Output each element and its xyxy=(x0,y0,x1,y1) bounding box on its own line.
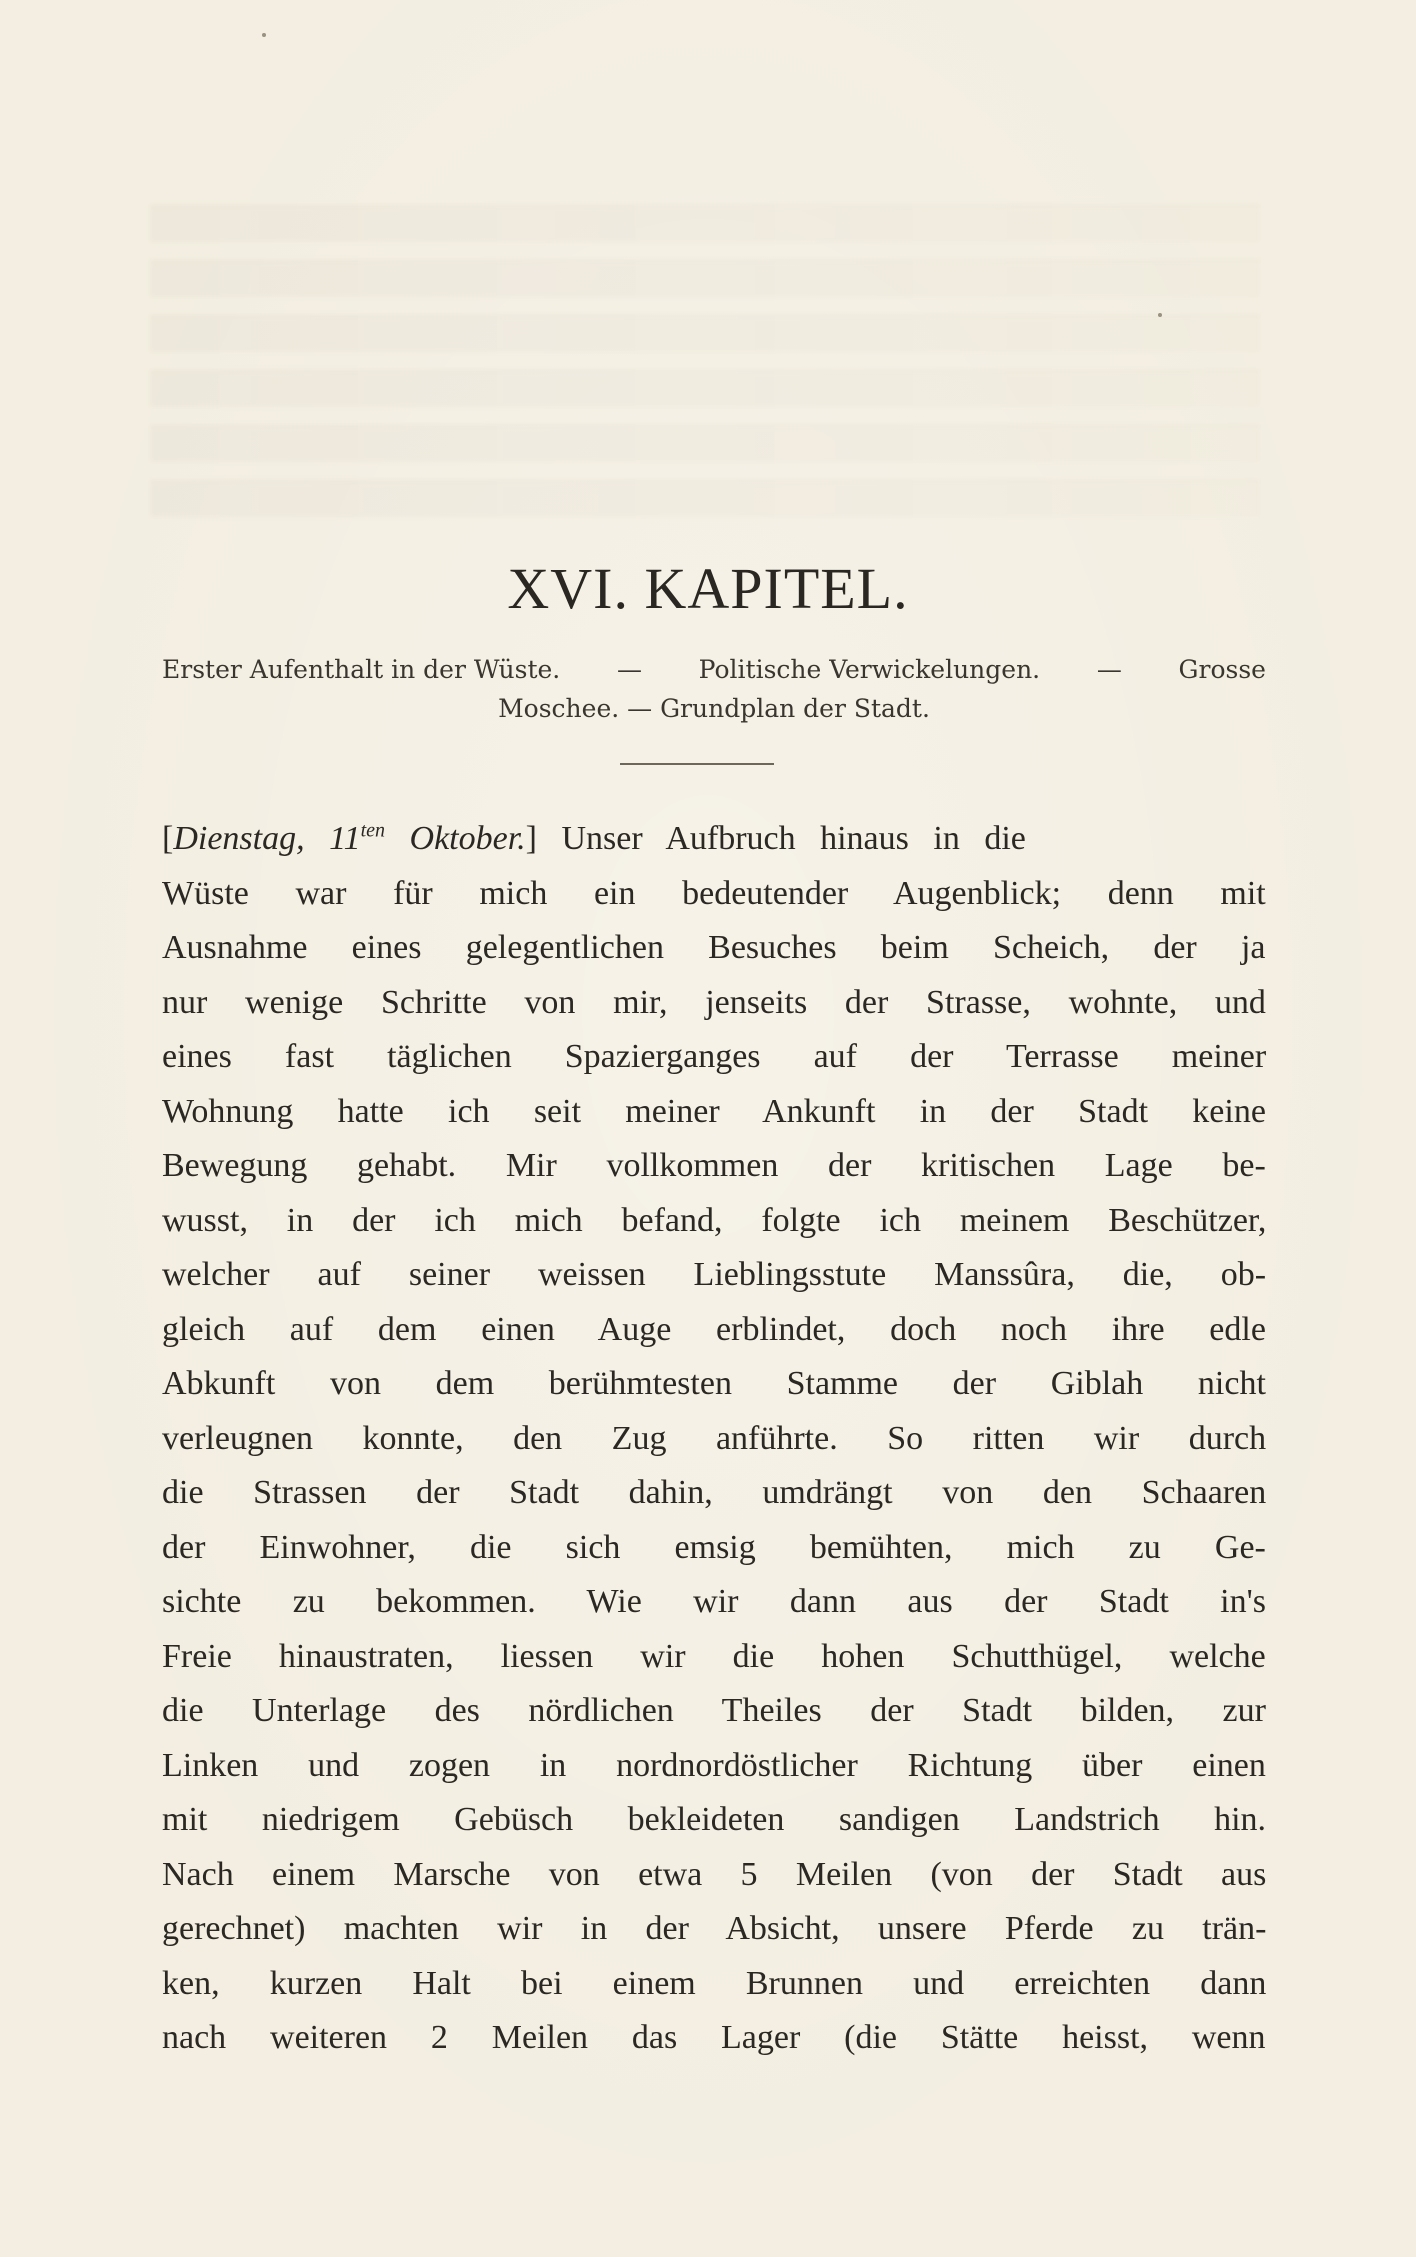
summary-part: Grosse xyxy=(1178,655,1266,684)
text-line: Abkunft von dem berühmtesten Stamme der Giblah nicht xyxy=(162,1365,1266,1402)
text-line: der Einwohner, die sich emsig bemühten, mich zu Ge- xyxy=(162,1528,1266,1566)
text-line: Freie hinaustraten, liessen wir die hohen Schutthügel, welche xyxy=(162,1637,1266,1675)
text-line: gerechnet) machten wir in der Absicht, unsere Pferde zu trän- xyxy=(162,1910,1267,1947)
text-line: Ausnahme eines gelegentlichen Besuches beim Scheich, der ja xyxy=(162,929,1266,966)
text-line: nur wenige Schritte von mir, jenseits der Strasse, wohnte, und xyxy=(162,983,1266,1021)
date-month: Oktober. xyxy=(385,820,526,857)
summary-dash: — xyxy=(1096,655,1122,684)
chapter-title: XVI. KAPITEL. xyxy=(507,556,909,621)
chapter-summary xyxy=(162,650,1266,728)
text-line: die Unterlage des nördlichen Theiles der Stadt bilden, zur xyxy=(162,1692,1266,1729)
paper-speck xyxy=(262,33,266,37)
date-superscript: ten xyxy=(360,819,386,842)
text-line: gleich auf dem einen Auge erblindet, doch noch ihre edle xyxy=(162,1310,1266,1348)
section-divider xyxy=(620,763,774,765)
text-line: sichte zu bekommen. Wie wir dann aus der Stadt in's xyxy=(162,1583,1266,1620)
text-line: Nach einem Marsche von etwa 5 Meilen (von der Stadt aus xyxy=(162,1855,1267,1893)
summary-part: Politische Verwickelungen. xyxy=(698,655,1041,684)
summary-line xyxy=(162,650,1266,689)
text-line: Wohnung hatte ich seit meiner Ankunft in der Stadt keine xyxy=(162,1092,1266,1130)
show-through-line xyxy=(150,370,1260,407)
paper-speck xyxy=(1158,313,1162,317)
text-line: welcher auf seiner weissen Lieblingsstute Manssûra, die, ob- xyxy=(162,1256,1267,1293)
line-text: Unser Aufbruch hinaus in die xyxy=(561,820,1026,857)
text-line: Bewegung gehabt. Mir vollkommen der kritischen Lage be- xyxy=(162,1147,1266,1184)
summary-part: Erster Aufenthalt in der Wüste. xyxy=(162,655,561,684)
show-through-line xyxy=(150,315,1260,352)
text-lines xyxy=(162,867,1266,2066)
summary-dash: — xyxy=(616,655,642,684)
body-text xyxy=(162,812,1266,2066)
show-through-line xyxy=(150,205,1260,242)
date-bracket-open: [ xyxy=(162,820,174,857)
text-line: verleugnen konnte, den Zug anführte. So ritten wir durch xyxy=(162,1419,1267,1457)
text-line: die Strassen der Stadt dahin, umdrängt von den Schaaren xyxy=(162,1474,1267,1511)
text-line xyxy=(162,812,1266,867)
show-through-line xyxy=(150,260,1260,297)
text-line: ken, kurzen Halt bei einem Brunnen und erreichten dann xyxy=(162,1964,1267,2002)
summary-line: Moschee. — Grundplan der Stadt. xyxy=(498,694,930,723)
date-text: Dienstag, 11 xyxy=(173,820,361,857)
show-through-line xyxy=(150,480,1260,517)
show-through-line xyxy=(150,425,1260,462)
date-bracket-close: ] xyxy=(525,820,537,857)
text-line: Wüste war für mich ein bedeutender Augenblick; denn mit xyxy=(162,874,1266,912)
text-line: nach weiteren 2 Meilen das Lager (die Stätte heisst, wenn xyxy=(162,2019,1266,2056)
text-line: Linken und zogen in nordnordöstlicher Richtung über einen xyxy=(162,1746,1266,1784)
text-line: mit niedrigem Gebüsch bekleideten sandigen Landstrich hin. xyxy=(162,1801,1267,1838)
text-line: wusst, in der ich mich befand, folgte ich meinem Beschützer, xyxy=(162,1201,1267,1239)
text-line: eines fast täglichen Spazierganges auf der Terrasse meiner xyxy=(162,1038,1267,1075)
